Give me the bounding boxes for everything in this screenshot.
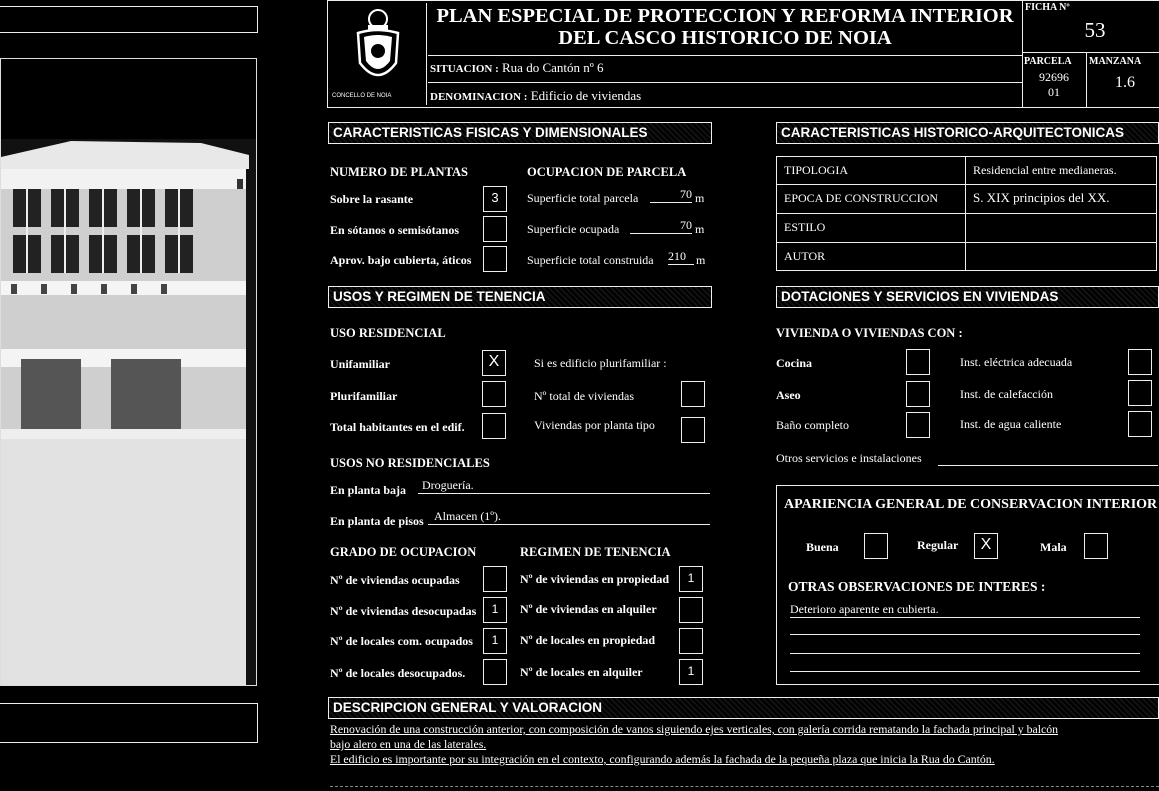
situacion-value: Rua do Cantón nº 6 xyxy=(502,60,604,75)
denominacion-value: Edificio de viviendas xyxy=(530,88,642,103)
calefaccion-checkbox[interactable] xyxy=(1128,380,1152,406)
historicas-section-header: CARACTERISTICAS HISTORICO-ARQUITECTONICAS xyxy=(776,122,1159,144)
viv-desocupadas-box[interactable]: 1 xyxy=(483,597,507,623)
conservacion-title: APARIENCIA GENERAL DE CONSERVACION INTERIOR xyxy=(784,497,1158,512)
viv-propiedad-label: Nº de viviendas en propiedad xyxy=(520,572,670,586)
bano-checkbox[interactable] xyxy=(906,412,930,438)
viv-alquiler-label: Nº de viviendas en alquiler xyxy=(520,602,657,616)
photo-caption-top xyxy=(0,6,258,33)
photo-caption-bottom xyxy=(0,703,258,743)
situacion-label: SITUACION : xyxy=(430,63,499,75)
parcela-label: PARCELA xyxy=(1024,56,1072,67)
sup-construida-unit: m xyxy=(696,253,706,267)
descripcion-section-header: DESCRIPCION GENERAL Y VALORACION xyxy=(328,697,1159,719)
cocina-label: Cocina xyxy=(776,356,812,370)
viv-propiedad-box[interactable]: 1 xyxy=(679,566,703,592)
regimen-heading: REGIMEN DE TENENCIA xyxy=(520,545,671,559)
bajo-cubierta-label: Aprov. bajo cubierta, áticos xyxy=(330,253,472,267)
habitantes-label: Total habitantes en el edif. xyxy=(330,420,465,434)
viv-planta-label: Viviendas por planta tipo xyxy=(534,418,655,432)
sup-construida-value[interactable]: 210 xyxy=(668,248,694,265)
loc-propiedad-label: Nº de locales en propiedad xyxy=(520,633,656,647)
coat-of-arms-icon xyxy=(330,3,426,93)
observaciones-line-1[interactable]: Deterioro aparente en cubierta. xyxy=(790,601,1140,618)
regular-label: Regular xyxy=(917,538,959,552)
dotaciones-section-header: DOTACIONES Y SERVICIOS EN VIVIENDAS xyxy=(776,286,1159,308)
observaciones-heading: OTRAS OBSERVACIONES DE INTERES : xyxy=(788,579,1046,594)
mala-label: Mala xyxy=(1040,540,1067,554)
tipologia-label: TIPOLOGIA xyxy=(776,156,966,185)
loc-alquiler-label: Nº de locales en alquiler xyxy=(520,665,643,679)
residencial-heading: USO RESIDENCIAL xyxy=(330,326,446,340)
planta-baja-value[interactable]: Droguería. xyxy=(418,477,710,494)
sup-ocupada-value[interactable]: 70 xyxy=(630,217,692,234)
descripcion-line-2: bajo alero en una de las laterales. xyxy=(330,737,487,751)
fisicas-section-header: CARACTERISTICAS FISICAS Y DIMENSIONALES xyxy=(328,122,712,144)
aseo-checkbox[interactable] xyxy=(906,381,930,407)
situacion-row xyxy=(430,60,604,76)
title-line-1: PLAN ESPECIAL DE PROTECCION Y REFORMA INTERIOR xyxy=(436,5,1014,27)
si-plurifamiliar-label: Si es edificio plurifamiliar : xyxy=(534,356,667,370)
aseo-label: Aseo xyxy=(776,388,801,402)
electrica-checkbox[interactable] xyxy=(1128,349,1152,375)
total-viviendas-label: Nº total de viviendas xyxy=(534,389,635,403)
no-residenciales-heading: USOS NO RESIDENCIALES xyxy=(330,456,490,470)
ficha-value: 53 xyxy=(1084,18,1106,42)
sotanos-box[interactable] xyxy=(483,216,507,242)
observaciones-line-3[interactable] xyxy=(790,639,1140,654)
total-viviendas-box[interactable] xyxy=(681,381,705,407)
viv-ocupadas-box[interactable] xyxy=(483,566,507,592)
planta-pisos-value[interactable]: Almacen (1º). xyxy=(428,508,710,525)
dotaciones-heading: VIVIENDA O VIVIENDAS CON : xyxy=(776,326,963,340)
manzana-label: MANZANA xyxy=(1089,56,1142,67)
viv-planta-box[interactable] xyxy=(681,417,705,443)
plurifamiliar-label: Plurifamiliar xyxy=(330,389,398,403)
plurifamiliar-checkbox[interactable] xyxy=(482,381,506,407)
agua-checkbox[interactable] xyxy=(1128,411,1152,437)
bano-label: Baño completo xyxy=(776,418,849,432)
electrica-label: Inst. eléctrica adecuada xyxy=(960,355,1073,369)
ocupacion-heading: OCUPACION DE PARCELA xyxy=(527,165,687,179)
regular-checkbox[interactable]: X xyxy=(974,533,998,559)
page-title xyxy=(428,5,1022,49)
sup-ocupada-unit: m xyxy=(695,222,705,236)
descripcion-text xyxy=(330,722,1159,767)
loc-desocupados-box[interactable] xyxy=(483,659,507,685)
epoca-value: S. XIX principios del XX. xyxy=(965,184,1157,214)
buena-checkbox[interactable] xyxy=(864,533,888,559)
plantas-heading: NUMERO DE PLANTAS xyxy=(330,165,468,179)
building-facade-image xyxy=(1,59,257,686)
sup-construida-label: Superficie total construida xyxy=(527,253,654,267)
unifamiliar-label: Unifamiliar xyxy=(330,357,390,371)
tipologia-value: Residencial entre medianeras. xyxy=(965,156,1157,185)
loc-propiedad-box[interactable] xyxy=(679,628,703,654)
viv-desocupadas-label: Nº de viviendas desocupadas xyxy=(330,604,477,618)
observaciones-line-4[interactable] xyxy=(790,657,1140,672)
viv-alquiler-box[interactable] xyxy=(679,597,703,623)
mala-checkbox[interactable] xyxy=(1084,533,1108,559)
usos-section-header: USOS Y REGIMEN DE TENENCIA xyxy=(328,286,712,308)
otros-value[interactable] xyxy=(938,449,1158,466)
viv-ocupadas-label: Nº de viviendas ocupadas xyxy=(330,573,460,587)
parcela-value-2: 01 xyxy=(1048,85,1060,99)
sup-total-label: Superficie total parcela xyxy=(527,191,639,205)
sobre-rasante-box[interactable]: 3 xyxy=(483,186,507,212)
loc-ocupados-label: Nº de locales com. ocupados xyxy=(330,634,473,648)
agua-label: Inst. de agua caliente xyxy=(960,417,1062,431)
observaciones-line-2[interactable] xyxy=(790,620,1140,635)
sotanos-label: En sótanos o semisótanos xyxy=(330,223,460,237)
descripcion-line-1: Renovación de una construcción anterior, con composición de vanos siguiendo ejes verticales, con galería corrida rematando la fachada principal y balcón xyxy=(330,722,1059,736)
unifamiliar-checkbox[interactable]: X xyxy=(482,350,506,376)
habitantes-box[interactable] xyxy=(482,413,506,439)
emblem xyxy=(330,3,427,105)
manzana-value: 1.6 xyxy=(1115,74,1135,91)
sobre-rasante-label: Sobre la rasante xyxy=(330,192,414,206)
buena-label: Buena xyxy=(806,540,839,554)
estilo-value xyxy=(965,213,1157,243)
autor-value xyxy=(965,242,1157,271)
calefaccion-label: Inst. de calefacción xyxy=(960,387,1053,401)
bajo-cubierta-box[interactable] xyxy=(483,246,507,272)
epoca-label: EPOCA DE CONSTRUCCION xyxy=(776,184,966,214)
planta-baja-label: En planta baja xyxy=(330,483,407,497)
sup-total-value[interactable]: 70 xyxy=(650,186,692,203)
ficha-label: FICHA Nº xyxy=(1025,2,1070,13)
autor-label: AUTOR xyxy=(776,242,966,271)
sup-ocupada-label: Superficie ocupada xyxy=(527,222,620,236)
loc-alquiler-box[interactable]: 1 xyxy=(679,659,703,685)
planta-pisos-label: En planta de pisos xyxy=(330,514,424,528)
cocina-checkbox[interactable] xyxy=(906,349,930,375)
emblem-caption: CONCELLO DE NOIA xyxy=(332,93,392,99)
denominacion-label: DENOMINACION : xyxy=(430,91,528,103)
otros-label: Otros servicios e instalaciones xyxy=(776,451,922,465)
estilo-label: ESTILO xyxy=(776,213,966,243)
loc-ocupados-box[interactable]: 1 xyxy=(483,628,507,654)
denominacion-row xyxy=(430,88,641,104)
parcela-value-1: 92696 xyxy=(1039,70,1069,84)
building-photo xyxy=(0,58,257,686)
descripcion-line-3: El edificio es importante por su integración en el contexto, configurando además la fachada de la pequeña plaza que inicia la Rua do Cantón. xyxy=(330,752,995,766)
title-line-2: DEL CASCO HISTORICO DE NOIA xyxy=(558,27,892,49)
loc-desocupados-label: Nº de locales desocupados. xyxy=(330,666,466,680)
grado-heading: GRADO DE OCUPACION xyxy=(330,545,477,559)
sup-total-unit: m xyxy=(695,191,705,205)
